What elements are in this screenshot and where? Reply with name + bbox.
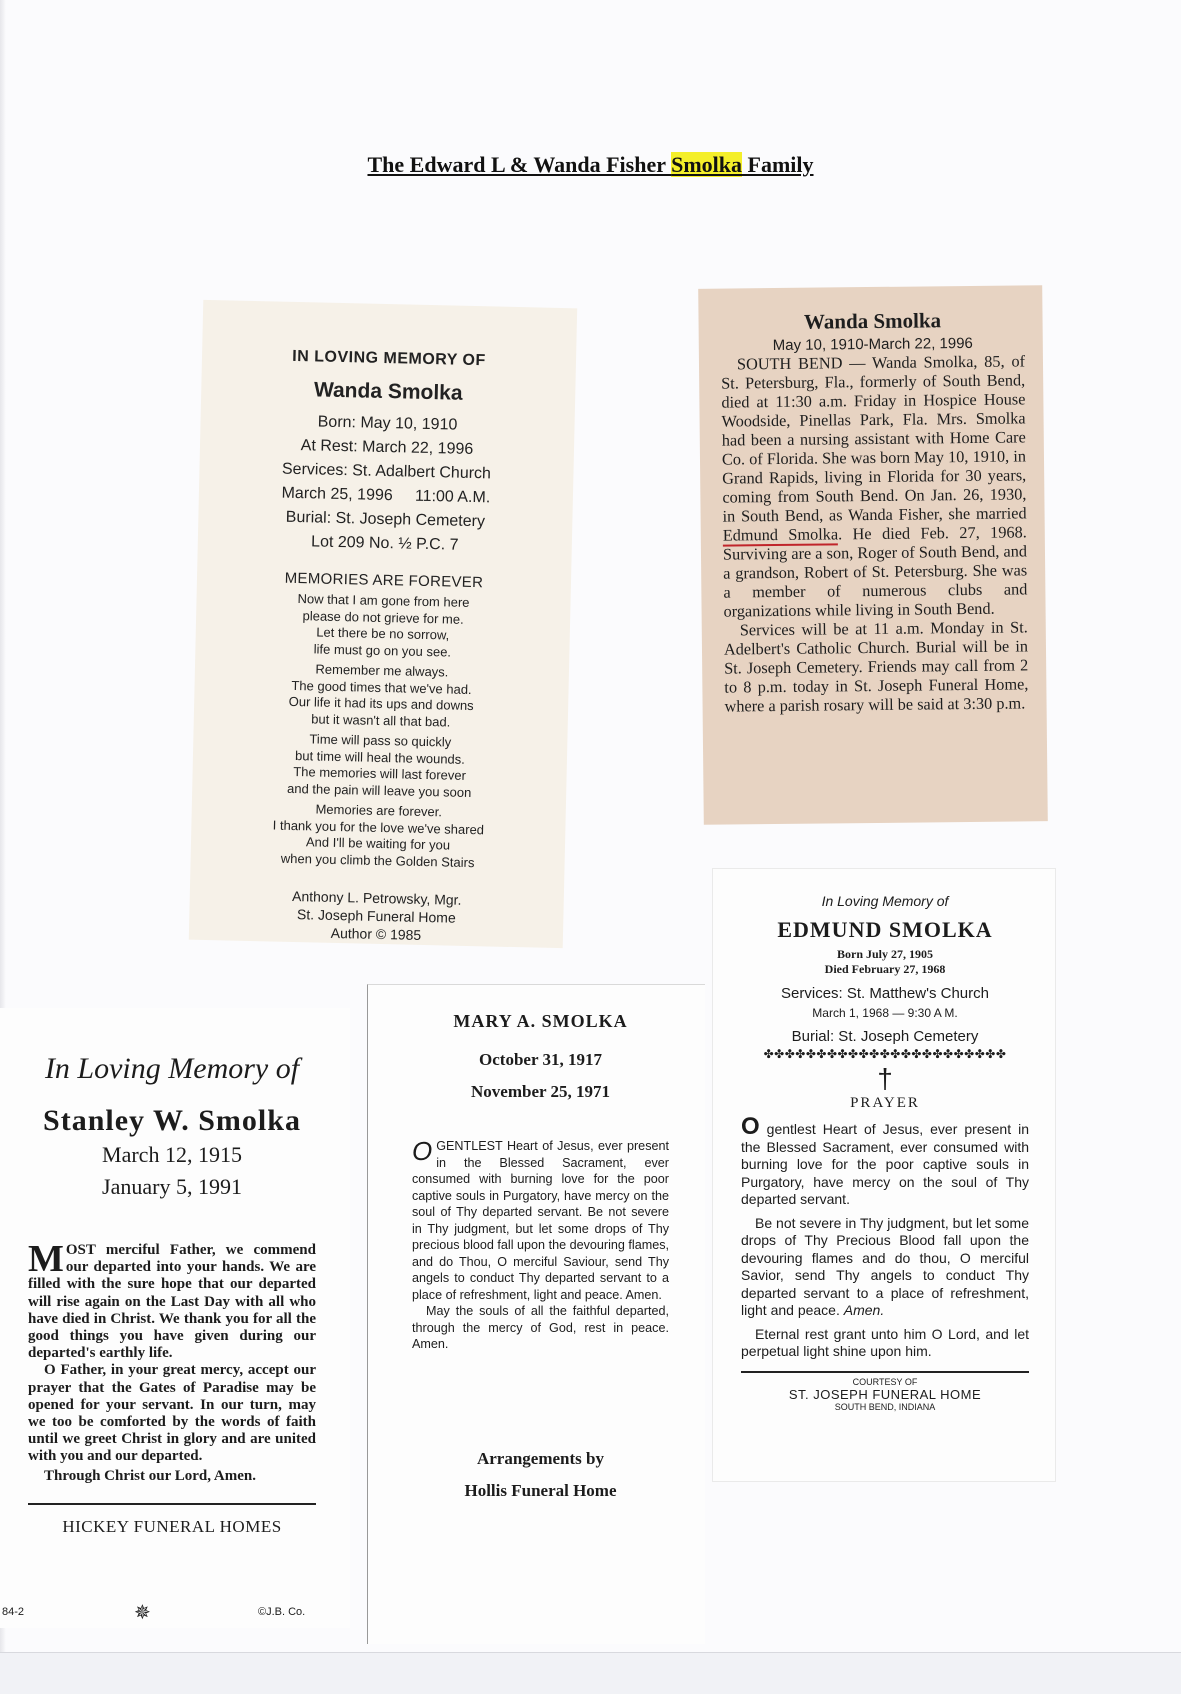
- signature-line: Author © 1985: [330, 924, 422, 943]
- prayer-paragraph: Eternal rest grant unto him O Lord, and let perpetual light shine upon him.: [741, 1325, 1029, 1359]
- prayer-paragraph: [741, 1215, 1029, 1320]
- funeral-home: HICKEY FUNERAL HOMES: [62, 1516, 282, 1536]
- poem-line: please do not grieve for me.: [302, 607, 464, 627]
- closing-line: Through Christ our Lord, Amen.: [44, 1467, 256, 1484]
- divider: [741, 1371, 1029, 1373]
- poem-line: when you climb the Golden Stairs: [280, 850, 475, 870]
- service-date: March 1, 1968 — 9:30 A M.: [812, 1006, 958, 1020]
- signature-line: Anthony L. Petrowsky, Mgr.: [291, 888, 462, 908]
- birth-date: October 31, 1917: [479, 1050, 602, 1069]
- cross-icon: †: [877, 1063, 893, 1094]
- arrangements-label: Arrangements by: [476, 1448, 604, 1468]
- burial-lot: Lot 209 No. ½ P.C. 7: [310, 533, 459, 554]
- poem-line: and the pain will leave you soon: [286, 780, 472, 800]
- died-date: Died February 27, 1968: [824, 962, 946, 976]
- prayer-text: OST merciful Father, we commend our departed into your hands. We are filled with the sure hope that our departed will rise again on the Last Day with all who have died in Christ. We thank you for all the good things you have given during our departed's earthly life.: [28, 1242, 316, 1362]
- prayer-paragraph: [412, 1138, 669, 1303]
- deceased-name: Wanda Smolka: [313, 378, 463, 405]
- born-date: Born: May 10, 1910: [317, 413, 458, 434]
- service-date: March 25, 1996 11:00 A.M.: [281, 484, 491, 507]
- prayer-paragraph: [28, 1238, 316, 1362]
- deceased-name: EDMUND SMOLKA: [777, 917, 993, 942]
- obituary-paragraph: [721, 351, 1028, 620]
- stanley-memorial-card: [0, 1008, 350, 1628]
- poem-line: Now that I am gone from here: [297, 591, 470, 610]
- ornament-border: ✤✤✤✤✤✤✤✤✤✤✤✤✤✤✤✤✤✤✤✤✤✤✤: [763, 1047, 1007, 1061]
- poem-line: Our life it had its ups and downs: [288, 693, 474, 714]
- initial-letter: O: [412, 1136, 433, 1166]
- prayer-paragraph: [741, 1113, 1029, 1209]
- funeral-home: Hollis Funeral Home: [464, 1480, 617, 1500]
- deceased-name: MARY A. SMOLKA: [453, 1011, 628, 1031]
- poem-line: Remember me always.: [315, 661, 449, 680]
- prayer-text: Be not severe in Thy judgment, but let some drops of Thy Precious Blood fall upon the devouring flames and do thou, O merciful Savior, send Thy angels to conduct Thy departed servant to a place of refreshment, light and peace.: [741, 1214, 1029, 1318]
- prayer-paragraph: May the souls of all the faithful departed, through the mercy of God, rest in peace. Amen.: [412, 1304, 669, 1351]
- obituary-paragraph: Services will be at 11 a.m. Monday in St. Adelbert's Catholic Church. Burial will be in St. Joseph Cemetery. Friends may call from 2 to 8 p.m. today in St. Joseph Funeral Home, where a parish rosary will be said at 3:30 p.m.: [723, 617, 1029, 716]
- deceased-name: Stanley W. Smolka: [43, 1104, 301, 1137]
- title-prefix: The Edward L & Wanda Fisher: [367, 152, 672, 177]
- poem-line: The good times that we've had.: [291, 677, 472, 697]
- divider: [28, 1503, 316, 1505]
- funeral-home: ST. JOSEPH FUNERAL HOME: [788, 1386, 982, 1402]
- mary-memorial-card: [367, 984, 705, 1644]
- card-heading: IN LOVING MEMORY OF: [292, 347, 486, 370]
- rest-date: At Rest: March 22, 1996: [300, 437, 474, 459]
- services: Services: St. Adalbert Church: [281, 460, 492, 483]
- poem-line: The memories will last forever: [293, 764, 467, 783]
- title-suffix: Family: [742, 152, 814, 177]
- edmund-memorial-card: [712, 868, 1056, 1482]
- poem-line: but time will heal the wounds.: [294, 747, 466, 767]
- title-highlight: Smolka: [671, 152, 743, 177]
- poem-line: life must go on you see.: [313, 640, 452, 660]
- emblem-icon: ✵: [134, 1602, 151, 1624]
- poem-line: Let there be no sorrow,: [316, 624, 450, 643]
- prayer-text: GENTLEST Heart of Jesus, ever present in the Blessed Sacrament, ever consumed with burning love for the poor captive souls in Purgatory, have mercy on the soul of Thy departed servant. Be not severe in Thy judgment, but let some drops of Thy precious blood fall upon the devouring flames, and do Thou, O merciful Saviour, send Thy angels to conduct Thy departed servant to a place of refreshment, light and peace. Amen.: [412, 1139, 669, 1302]
- poem-line: I thank you for the love we've shared: [272, 817, 485, 837]
- services: Services: St. Matthew's Church: [781, 985, 989, 1002]
- page-title: [0, 152, 1181, 178]
- prayer-paragraph: O Father, in your great mercy, accept our prayer that the Gates of Paradise may be opened for your servant. In our turn, may we too be comforted by the words of faith until we greet Christ in glory and are united with you and our departed.: [28, 1362, 316, 1465]
- poem-line: Memories are forever.: [315, 801, 443, 820]
- card-heading: In Loving Memory of: [44, 1052, 300, 1085]
- poem-title: MEMORIES ARE FOREVER: [284, 569, 484, 592]
- poem-line: Time will pass so quickly: [309, 731, 452, 750]
- funeral-home-location: SOUTH BEND, INDIANA: [834, 1401, 936, 1412]
- card-footer: [0, 1602, 350, 1626]
- courtesy-label: COURTESY OF: [852, 1376, 918, 1387]
- poem-line: but it wasn't all that bad.: [311, 710, 451, 730]
- prayer-text: gentlest Heart of Jesus, ever present in the Blessed Sacrament, ever consumed with burning love for the poor captive souls in Purgatory, have mercy on the soul of Thy departed servant.: [741, 1121, 1029, 1207]
- initial-letter: O: [741, 1113, 760, 1140]
- signature: [189, 885, 564, 947]
- birth-date: March 12, 1915: [102, 1142, 242, 1167]
- newspaper-obituary: [698, 285, 1048, 825]
- card-number: 84-2: [2, 1606, 25, 1618]
- poem: [190, 589, 570, 873]
- death-date: November 25, 1971: [471, 1082, 610, 1101]
- copyright: ©J.B. Co.: [258, 1606, 306, 1618]
- wanda-memorial-card: [189, 300, 577, 948]
- burial: Burial: St. Joseph Cemetery: [791, 1028, 979, 1045]
- amen: Amen.: [843, 1302, 885, 1318]
- initial-letter: M: [28, 1238, 64, 1280]
- born-date: Born July 27, 1905: [836, 947, 933, 961]
- signature-line: St. Joseph Funeral Home: [296, 906, 456, 926]
- death-date: January 5, 1991: [102, 1174, 242, 1199]
- poem-line: And I'll be waiting for you: [305, 834, 451, 853]
- prayer-title: PRAYER: [850, 1095, 920, 1111]
- obituary-text: SOUTH BEND — Wanda Smolka, 85, of St. Petersburg, Fla., formerly of South Bend, died at 11:30 a.m. Friday in Hospice House Woodside, Pinellas Park, Fla. Mrs. Smolka had been a nursing assistant with Home Care Co. of Florida. She was born May 10, 1910, in Grand Rapids, living in Florida for 30 years, coming from South Bend. On Jan. 26, 1930, in South Bend, as Wanda Fisher, she married: [721, 351, 1027, 526]
- underlined-name: Edmund Smolka: [722, 524, 839, 545]
- page-bottom-edge: [0, 1652, 1181, 1694]
- card-heading: In Loving Memory of: [821, 893, 949, 909]
- burial: Burial: St. Joseph Cemetery: [285, 508, 486, 531]
- obituary-text: . He died Feb. 27, 1968. Surviving are a son, Roger of South Bend, and a grandson, Robert of St. Petersburg. She was a member of numerous clubs and organizations while living in South Bend.: [722, 522, 1028, 621]
- obituary-dates: May 10, 1910-March 22, 1996: [772, 334, 973, 355]
- obituary-name: Wanda Smolka: [803, 308, 942, 334]
